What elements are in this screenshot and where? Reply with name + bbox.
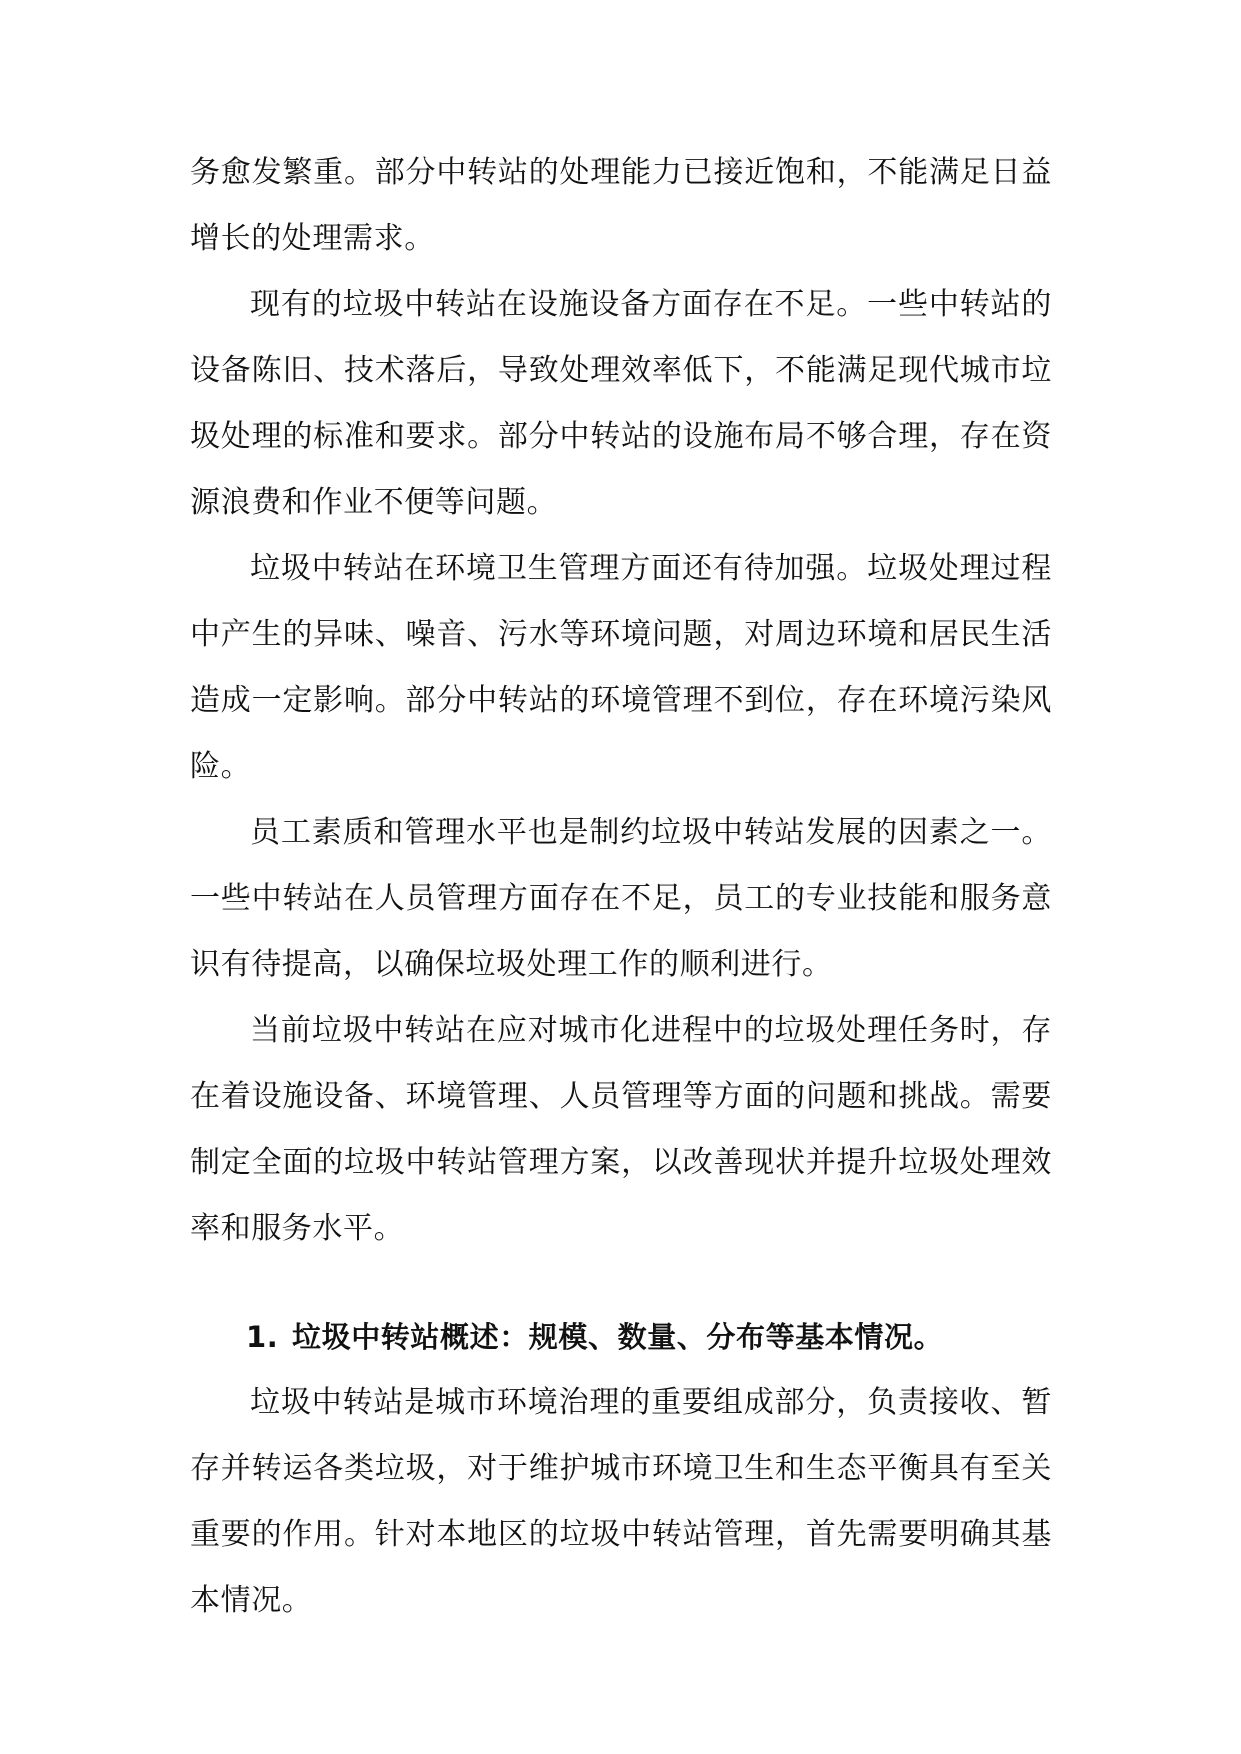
section-title: 垃圾中转站概述：规模、数量、分布等基本情况。 <box>292 1320 944 1354</box>
paragraph: 务愈发繁重。部分中转站的处理能力已接近饱和，不能满足日益增长的处理需求。 <box>190 155 1052 256</box>
section-number: 1. <box>246 1320 279 1354</box>
paragraph: 员工素质和管理水平也是制约垃圾中转站发展的因素之一。一些中转站在人员管理方面存在不足，员工的专业技能和服务意识有待提高，以确保垃圾处理工作的顺利进行。 <box>190 815 1052 982</box>
paragraph: 垃圾中转站在环境卫生管理方面还有待加强。垃圾处理过程中产生的异味、噪音、污水等环境问题，对周边环境和居民生活造成一定影响。部分中转站的环境管理不到位，存在环境污染风险。 <box>190 551 1052 784</box>
paragraph: 垃圾中转站是城市环境治理的重要组成部分，负责接收、暂存并转运各类垃圾，对于维护城市环境卫生和生态平衡具有至关重要的作用。针对本地区的垃圾中转站管理，首先需要明确其基本情况。 <box>190 1385 1052 1618</box>
document-body <box>190 140 1052 1634</box>
paragraph: 当前垃圾中转站在应对城市化进程中的垃圾处理任务时，存在着设施设备、环境管理、人员管理等方面的问题和挑战。需要制定全面的垃圾中转站管理方案，以改善现状并提升垃圾处理效率和服务水平。 <box>190 1013 1052 1246</box>
section-heading <box>190 1304 1052 1370</box>
paragraph: 现有的垃圾中转站在设施设备方面存在不足。一些中转站的设备陈旧、技术落后，导致处理效率低下，不能满足现代城市垃圾处理的标准和要求。部分中转站的设施布局不够合理，存在资源浪费和作业不便等问题。 <box>190 287 1052 520</box>
